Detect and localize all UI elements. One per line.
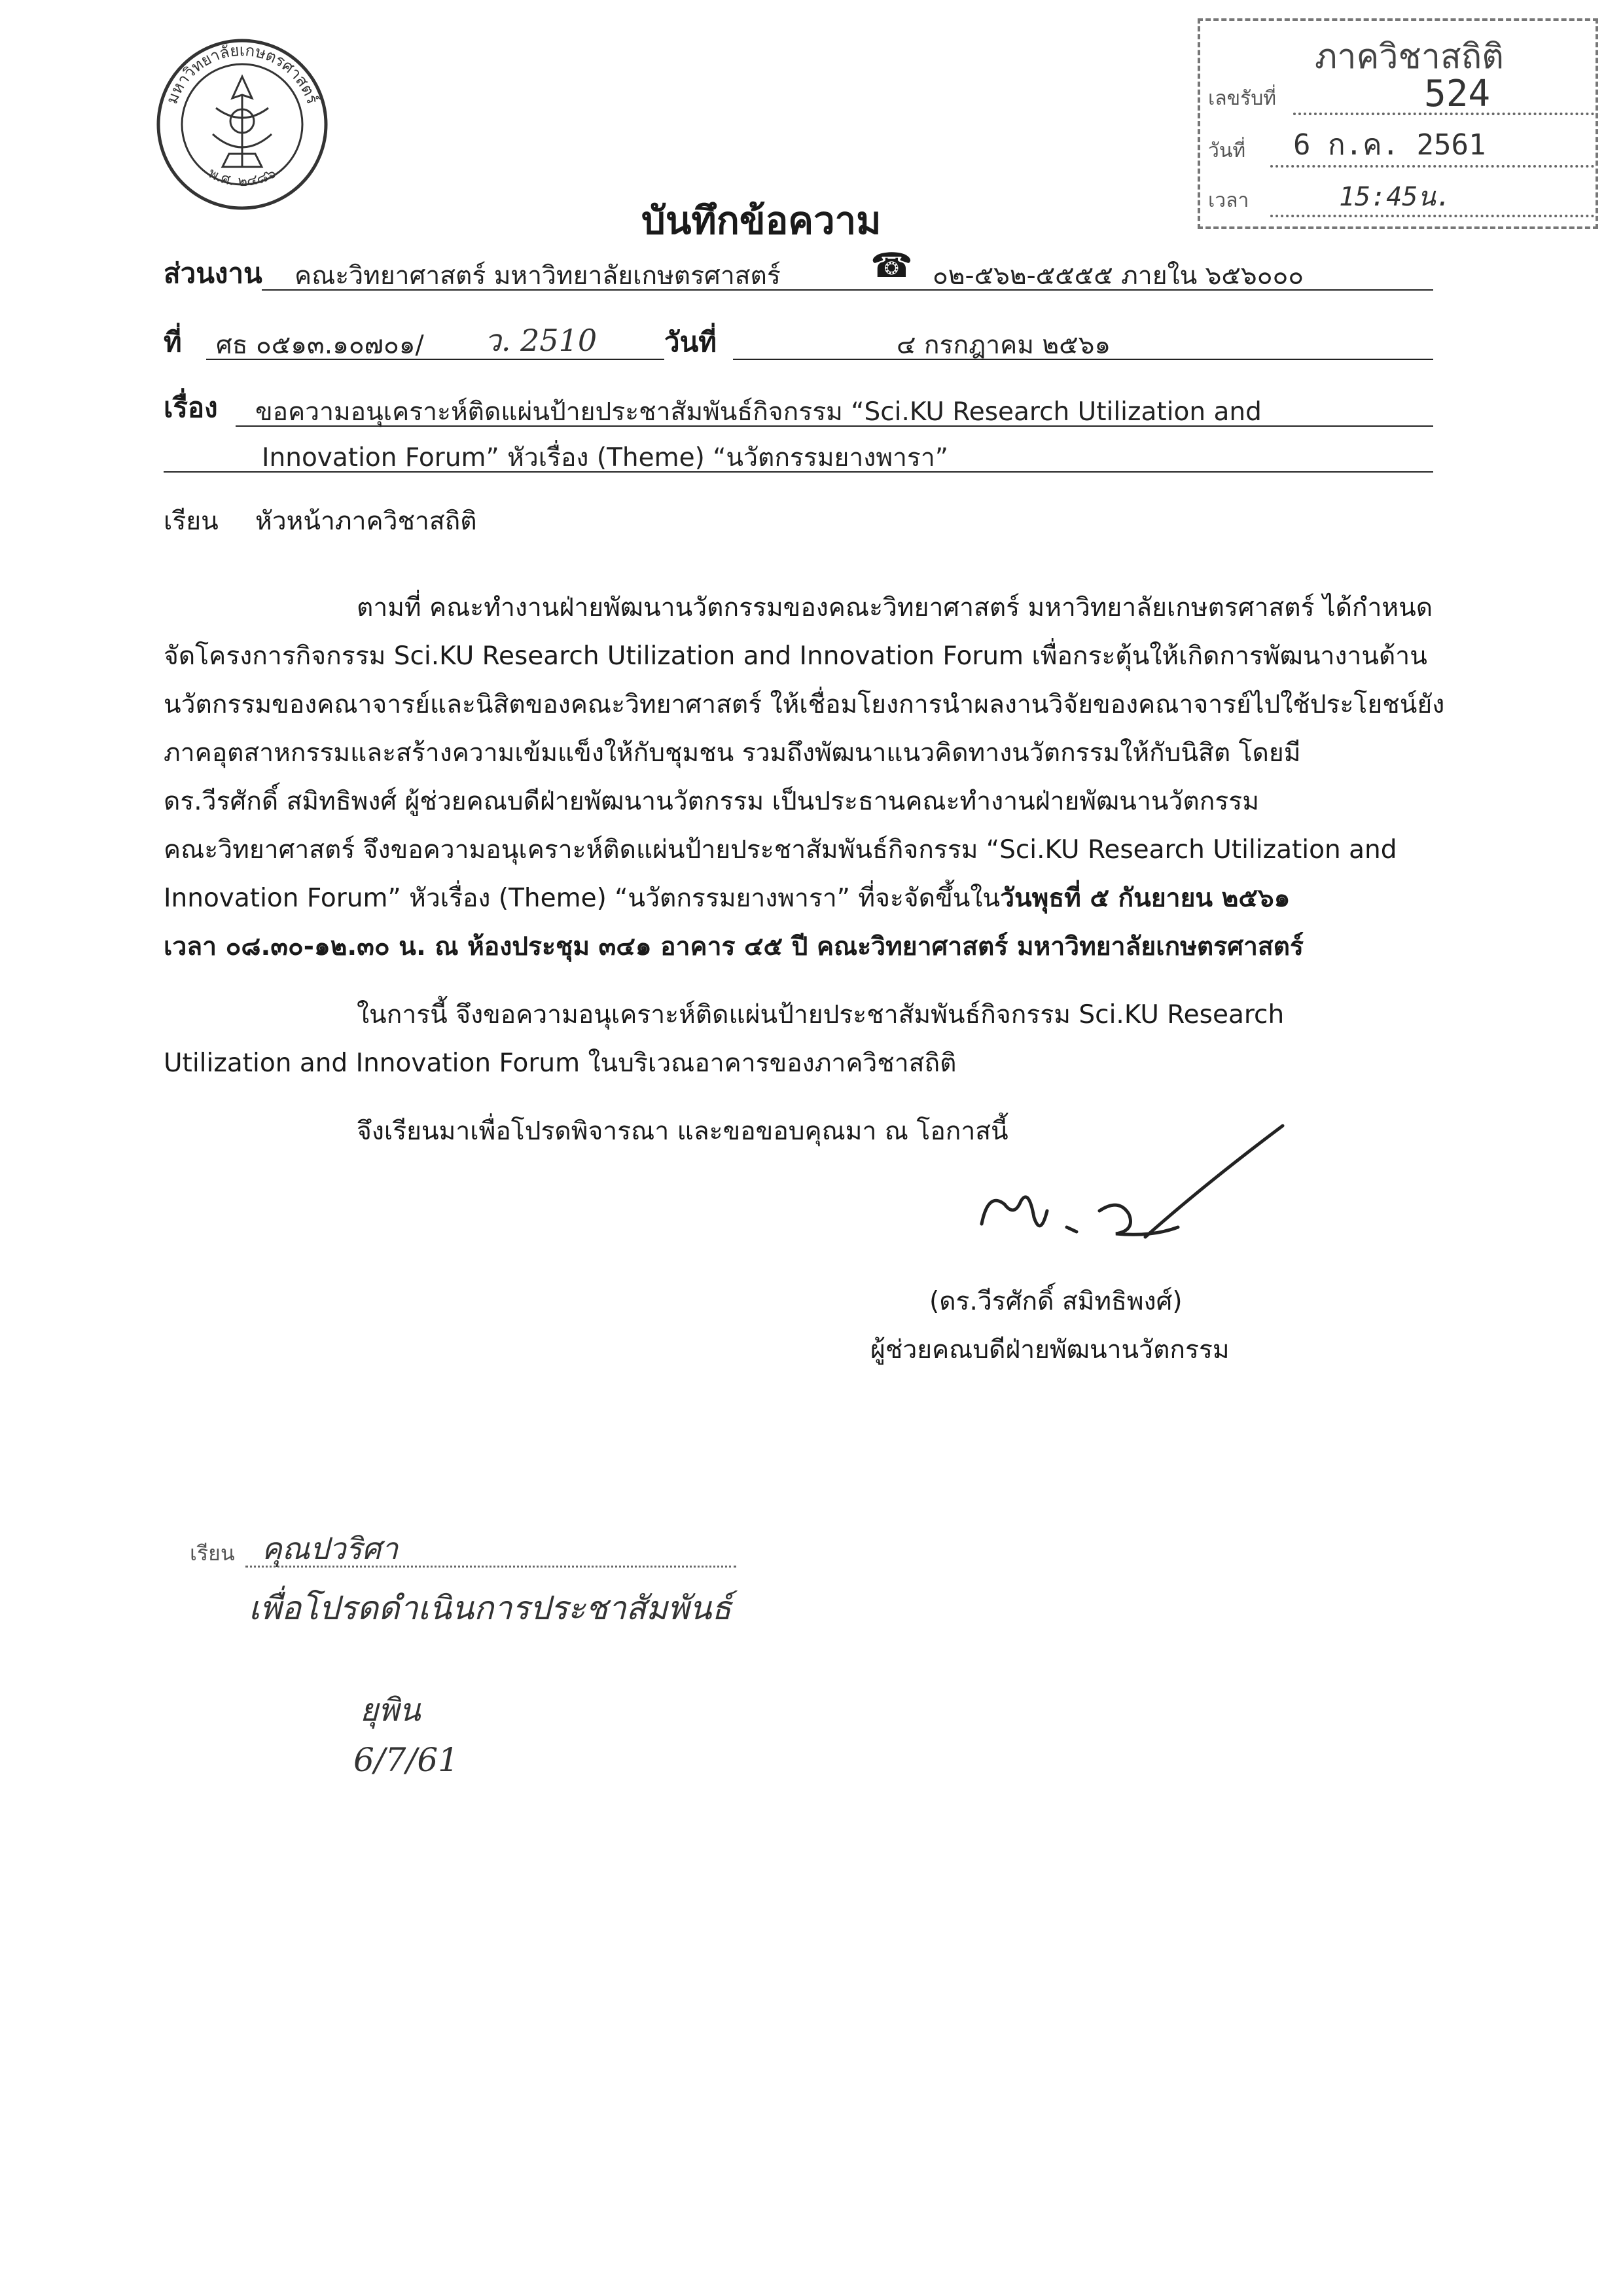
annotation-note: เพื่อโปรดดำเนินการประชาสัมพันธ์	[249, 1589, 732, 1627]
body-p1-line-1: ตามที่ คณะทำงานฝ่ายพัฒนานวัตกรรมของคณะวิทยาศาสตร์ มหาวิทยาลัยเกษตรศาสตร์ ได้กำหนด	[357, 593, 1433, 622]
subject-label: เรื่อง	[164, 391, 218, 423]
event-time-location: เวลา ๐๘.๓๐-๑๒.๓๐ น. ณ ห้องประชุม ๓๔๑ อาคาร ๔๕ ปี คณะวิทยาศาสตร์ มหาวิทยาลัยเกษตรศาสตร์	[164, 932, 1304, 961]
reference-handwritten: ว. 2510	[484, 323, 597, 358]
receiving-stamp	[1198, 18, 1598, 229]
handwritten-signature	[969, 1113, 1309, 1285]
reference-underline	[206, 359, 664, 360]
event-date: วันพุธที่ ๕ กันยายน ๒๕๖๑	[1000, 884, 1291, 913]
department-label: ส่วนงาน	[164, 257, 262, 289]
seal-text: มหาวิทยาลัยเกษตรศาสตร์	[162, 41, 322, 107]
annotation-date: 6/7/61	[353, 1741, 459, 1779]
body-p1-line-7-text: Innovation Forum” หัวเรื่อง (Theme) “นวัตกรรมยางพารา” ที่จะจัดขึ้นใน	[164, 884, 1001, 913]
annotation-to-label: เรียน	[190, 1541, 235, 1566]
subject-underline-2	[164, 471, 1433, 473]
subject-line-2: Innovation Forum” หัวเรื่อง (Theme) “นวัตกรรมยางพารา”	[262, 443, 948, 473]
university-seal	[154, 36, 330, 213]
stamp-date-label: วันที่	[1208, 139, 1246, 162]
phone-icon: ☎	[870, 246, 913, 285]
subject-underline-1	[236, 425, 1433, 427]
seal-year: พ.ศ. ๒๔๘๖	[205, 165, 279, 190]
body-p1-line-5: ดร.วีรศักดิ์ สมิทธิพงศ์ ผู้ช่วยคณบดีฝ่ายพัฒนานวัตกรรม เป็นประธานคณะทำงานฝ่ายพัฒนานวัตกรรม	[164, 787, 1259, 816]
stamp-date-value: 6 ก.ค. 2561	[1293, 128, 1486, 162]
body-p1-line-7	[164, 874, 1290, 923]
phone-value: ๐๒-๕๖๒-๕๕๕๕ ภายใน ๖๕๖๐๐๐	[933, 261, 1304, 291]
stamp-receipt-number: 524	[1424, 73, 1491, 115]
reference-label: ที่	[164, 326, 182, 358]
reference-value: ศธ ๐๕๑๓.๑๐๗๐๑/	[216, 331, 424, 360]
department-underline	[262, 289, 1433, 291]
date-underline	[733, 359, 1433, 360]
stamp-time-label: เวลา	[1208, 189, 1249, 212]
stamp-time-value: 15:45น.	[1339, 182, 1452, 212]
department-value: คณะวิทยาศาสตร์ มหาวิทยาลัยเกษตรศาสตร์	[294, 261, 781, 291]
date-label: วันที่	[664, 326, 717, 358]
recipient-value: หัวหน้าภาควิชาสถิติ	[255, 507, 477, 536]
date-value: ๔ กรกฎาคม ๒๕๖๑	[897, 331, 1111, 360]
annotation-to-value: คุณปวริศา	[262, 1531, 399, 1566]
annotation-dotted-line	[245, 1566, 736, 1568]
body-p1-line-2: จัดโครงการกิจกรรม Sci.KU Research Utilization and Innovation Forum เพื่อกระตุ้นให้เกิดการพัฒนางานด้าน	[164, 641, 1427, 671]
subject-line-1: ขอความอนุเคราะห์ติดแผ่นป้ายประชาสัมพันธ์กิจกรรม “Sci.KU Research Utilization and	[255, 397, 1262, 427]
annotation-initials: ยุพิน	[360, 1692, 421, 1729]
svg-text:พ.ศ. ๒๔๘๖	[205, 165, 279, 190]
signatory-position: ผู้ช่วยคณบดีฝ่ายพัฒนานวัตกรรม	[870, 1335, 1230, 1365]
stamp-receipt-label: เลขรับที่	[1208, 87, 1277, 110]
document-title: บันทึกข้อความ	[641, 198, 882, 243]
body-p2-line-2: Utilization and Innovation Forum ในบริเวณอาคารของภาควิชาสถิติ	[164, 1049, 957, 1078]
recipient-label: เรียน	[164, 507, 219, 536]
body-p1-line-6: คณะวิทยาศาสตร์ จึงขอความอนุเคราะห์ติดแผ่นป้ายประชาสัมพันธ์กิจกรรม “Sci.KU Research Utilization and	[164, 835, 1397, 865]
body-p1-line-4: ภาคอุตสาหกรรมและสร้างความเข้มแข็งให้กับชุมชน รวมถึงพัฒนาแนวคิดทางนวัตกรรมให้กับนิสิต โดยมี	[164, 738, 1301, 768]
signatory-name: (ดร.วีรศักดิ์ สมิทธิพงศ์)	[929, 1287, 1183, 1316]
body-p1-line-3: นวัตกรรมของคณาจารย์และนิสิตของคณะวิทยาศาสตร์ ให้เชื่อมโยงการนำผลงานวิจัยของคณาจารย์ไปใช้ประโยชน์ยัง	[164, 690, 1445, 719]
stamp-title: ภาควิชาสถิติ	[1315, 37, 1504, 77]
body-p2-line-1: ในการนี้ จึงขอความอนุเคราะห์ติดแผ่นป้ายประชาสัมพันธ์กิจกรรม Sci.KU Research	[357, 1000, 1285, 1030]
closing-line: จึงเรียนมาเพื่อโปรดพิจารณา และขอขอบคุณมา ณ โอกาสนี้	[357, 1117, 1008, 1146]
